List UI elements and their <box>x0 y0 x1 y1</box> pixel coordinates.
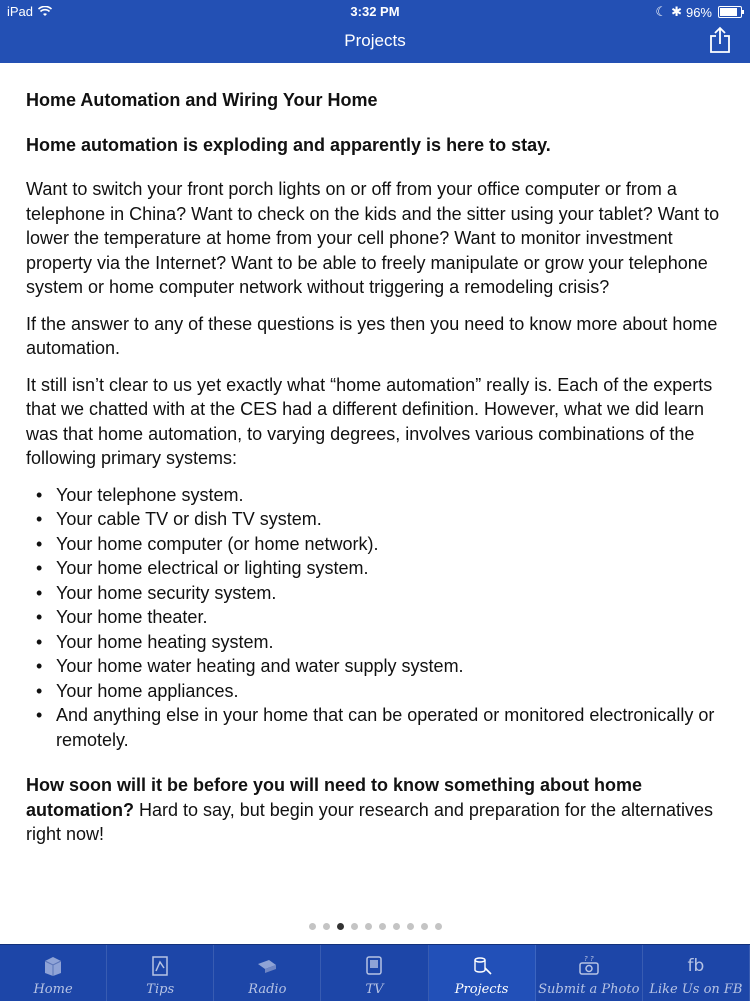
page-dot[interactable] <box>407 923 414 930</box>
tips-icon <box>148 954 172 978</box>
battery-percent: 96% <box>685 4 712 20</box>
svg-text:? ?: ? ? <box>583 955 594 963</box>
bluetooth-icon: ✱ <box>671 4 682 19</box>
page-title: Projects <box>344 31 406 50</box>
tab-label: Radio <box>248 982 287 997</box>
list-item: • Your home heating system. <box>26 630 726 655</box>
battery-icon <box>718 6 742 18</box>
list-item: • Your home water heating and water supply system. <box>26 654 726 679</box>
article-subtitle: Home automation is exploding and apparently is here to stay. <box>26 134 551 155</box>
tab-label: Tips <box>146 982 175 997</box>
tab-label: TV <box>365 982 384 997</box>
page-dot[interactable] <box>435 923 442 930</box>
closing-answer: Hard to say, but begin your research and preparation for the alternatives right now! <box>26 799 713 844</box>
article <box>26 88 726 859</box>
list-item: • Your home theater. <box>26 605 726 630</box>
systems-list <box>26 483 726 753</box>
status-bar <box>0 0 750 22</box>
page-dot[interactable] <box>365 923 372 930</box>
tab-tips[interactable] <box>107 945 214 1001</box>
tab-label: Projects <box>454 982 509 997</box>
list-item: • Your cable TV or dish TV system. <box>26 507 726 532</box>
page-dot[interactable] <box>379 923 386 930</box>
tab-label: Home <box>33 982 73 997</box>
radio-icon <box>255 954 279 978</box>
list-item: • Your telephone system. <box>26 483 726 508</box>
tab-label: Submit a Photo <box>538 982 640 997</box>
list-item: • Your home appliances. <box>26 679 726 704</box>
page-dot[interactable] <box>309 923 316 930</box>
tab-bar <box>0 944 750 1001</box>
list-item: • Your home computer (or home network). <box>26 532 726 557</box>
page-dot[interactable] <box>323 923 330 930</box>
tab-tv[interactable] <box>321 945 428 1001</box>
tab-submit-photo[interactable] <box>536 945 643 1001</box>
article-title: Home Automation and Wiring Your Home <box>26 90 378 110</box>
camera-icon <box>577 954 601 978</box>
page-dot[interactable] <box>421 923 428 930</box>
list-item: • Your home security system. <box>26 581 726 606</box>
tv-icon <box>362 954 386 978</box>
facebook-icon: fb <box>687 956 705 976</box>
page-dot[interactable] <box>351 923 358 930</box>
list-item: • Your home electrical or lighting system. <box>26 556 726 581</box>
home-icon <box>41 954 65 978</box>
share-icon[interactable] <box>708 26 732 54</box>
page-dot[interactable] <box>393 923 400 930</box>
paragraph-2: If the answer to any of these questions is yes then you need to know more about home automation. <box>26 313 718 358</box>
paragraph-1: Want to switch your front porch lights on or off from your office computer or from a telephone in China? Want to check on the kids and the sitter using your tablet? Want to lower the temperature at home from your cell phone? Want to monitor investment property via the Internet? Want to be able to freely manipulate or grow your telephone system or home computer network without triggering a remodeling crisis? <box>26 179 720 297</box>
battery-fill <box>720 8 737 16</box>
closing-paragraph <box>26 773 726 847</box>
status-time: 3:32 PM <box>350 4 400 19</box>
top-bar <box>0 0 750 63</box>
projects-icon <box>470 954 494 978</box>
tab-label: Like Us on FB <box>649 982 743 997</box>
list-item: • And anything else in your home that can be operated or monitored electronically or remotely. <box>26 703 726 752</box>
tab-home[interactable] <box>0 945 107 1001</box>
paragraph-3: It still isn’t clear to us yet exactly what “home automation” really is. Each of the experts that we chatted with at the CES had a different definition. However, what we did learn was that home automation, to varying degrees, involves various combinations of the following primary systems: <box>26 374 713 468</box>
page-indicator[interactable] <box>0 923 750 930</box>
closing-question: How soon will it be before you will need to know something about home automation? <box>26 775 643 820</box>
moon-icon: ☾ <box>655 4 668 19</box>
tab-radio[interactable] <box>214 945 321 1001</box>
page-dot[interactable] <box>337 923 344 930</box>
tab-facebook[interactable] <box>643 945 750 1001</box>
device-name: iPad <box>7 4 34 19</box>
tab-projects[interactable] <box>429 945 536 1001</box>
